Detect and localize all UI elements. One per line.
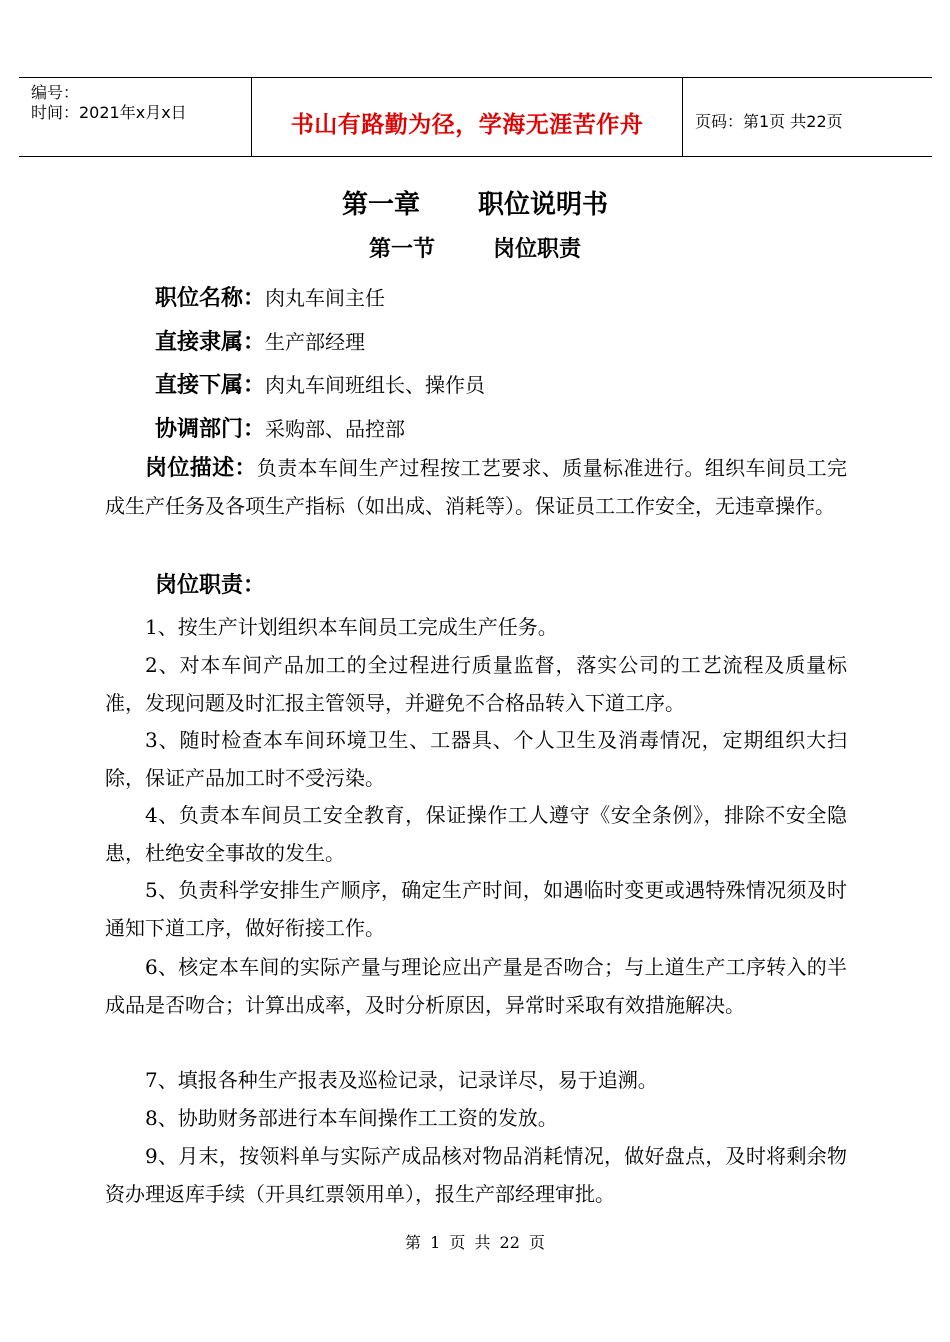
job-description: [105, 450, 847, 525]
field-value: 生产部经理: [265, 330, 366, 354]
duty-item: 3、随时检查本车间环境卫生、工器具、个人卫生及消毒情况，定期组织大扫除，保证产品加工时不受污染。: [105, 728, 847, 790]
description-label: 岗位描述：: [145, 456, 257, 481]
section-number: 第一节: [368, 237, 435, 262]
field-value: 肉丸车间班组长、操作员: [265, 373, 486, 397]
header-divider: [682, 78, 683, 156]
document-header: [19, 77, 932, 157]
chapter-title: [0, 184, 950, 221]
duty-item: 7、填报各种生产报表及巡检记录，记录详尽，易于追溯。: [145, 1068, 658, 1092]
duty-item: 6、核定本车间的实际产量与理论应出产量是否吻合；与上道生产工序转入的半成品是否吻合；计算出成率，及时分析原因，异常时采取有效措施解决。: [105, 955, 847, 1017]
duty-item: 8、协助财务部进行本车间操作工工资的发放。: [145, 1106, 558, 1130]
field-label: 职位名称：: [155, 286, 266, 311]
duty-item: 1、按生产计划组织本车间员工完成生产任务。: [145, 615, 558, 639]
field-label: 协调部门：: [155, 417, 266, 442]
section-title: [0, 232, 950, 263]
number-label: 编号：: [31, 83, 80, 102]
field-position-name: [155, 281, 385, 312]
field-label: 直接下属：: [155, 373, 266, 398]
duty-item: 5、负责科学安排生产顺序，确定生产时间，如遇临时变更或遇特殊情况须及时通知下道工序，做好衔接工作。: [105, 878, 847, 940]
page-footer: 第 1 页 共 22 页: [405, 1233, 545, 1252]
field-value: 采购部、品控部: [265, 417, 406, 441]
description-text: 负责本车间生产过程按工艺要求、质量标准进行。组织车间员工完成生产任务及各项生产指标（如出成、消耗等）。保证员工工作安全，无违章操作。: [105, 456, 847, 518]
header-page-info: 页码：第1页 共22页: [695, 112, 843, 131]
field-value: 肉丸车间主任: [265, 286, 386, 310]
header-motto: 书山有路勤为径，学海无涯苦作舟: [290, 112, 644, 138]
field-coordinating-departments: [155, 412, 405, 443]
field-direct-subordinates: [155, 368, 485, 399]
duty-item: 2、对本车间产品加工的全过程进行质量监督，落实公司的工艺流程及质量标准，发现问题及时汇报主管领导，并避免不合格品转入下道工序。: [105, 653, 847, 715]
chapter-number: 第一章: [341, 190, 420, 220]
duties-heading: 岗位职责：: [155, 573, 266, 598]
time-label: 时间：2021年x月x日: [31, 103, 187, 122]
section-name: 岗位职责: [493, 237, 582, 262]
chapter-name: 职位说明书: [478, 190, 609, 220]
field-label: 直接隶属：: [155, 330, 266, 355]
header-meta: [31, 83, 187, 123]
duty-item: 4、负责本车间员工安全教育，保证操作工人遵守《安全条例》，排除不安全隐患，杜绝安全事故的发生。: [105, 803, 847, 865]
duty-item: 9、月末，按领料单与实际产成品核对物品消耗情况，做好盘点，及时将剩余物资办理返库手续（开具红票领用单），报生产部经理审批。: [105, 1144, 847, 1206]
field-direct-superior: [155, 325, 365, 356]
